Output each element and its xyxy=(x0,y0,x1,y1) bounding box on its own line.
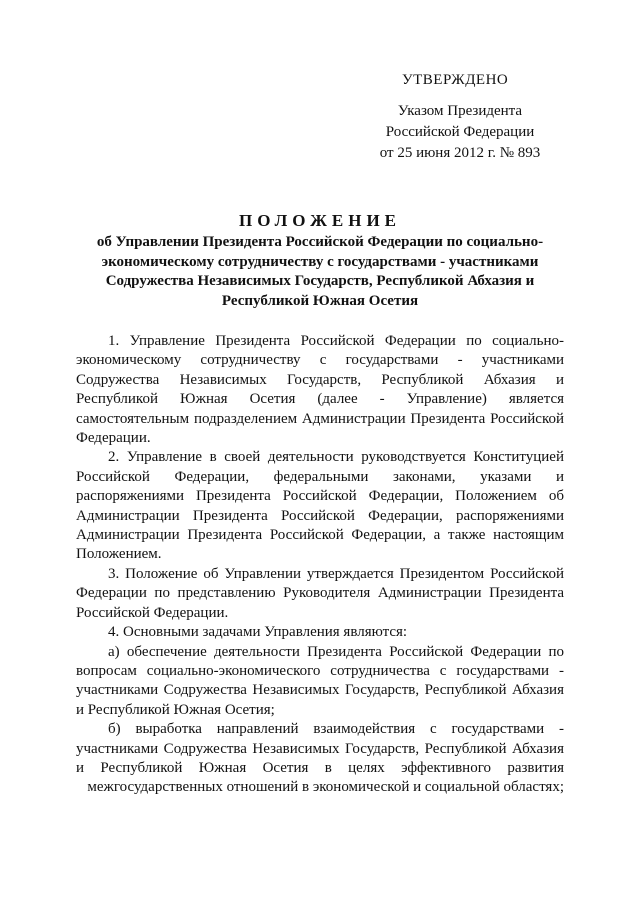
approved-label: УТВЕРЖДЕНО xyxy=(402,72,509,88)
document-title-block xyxy=(76,210,564,311)
paragraph-1: 1. Управление Президента Российской Федерации по социально-экономическому сотрудничеству с государствами - участниками Содружества Независимых Государств, Республикой Абхазия и Республикой Южная Осетия (далее - Управление) является самостоятельным подразделением Администрации Президента Российской Федерации. xyxy=(76,333,564,447)
paragraph-2: 2. Управление в своей деятельности руководствуется Конституцией Российской Федерации, федеральными законами, указами и распоряжениями Президента Российской Федерации, Положением об Администрации Президента Российской Федерации, распоряжениями Администрации Президента Российской Федерации, а также настоящим Положением. xyxy=(76,449,564,563)
decree-line-1: Указом Президента xyxy=(397,103,523,119)
decree-line-3: от 25 июня 2012 г. № 893 xyxy=(379,145,541,161)
approval-stamp xyxy=(360,70,560,164)
paragraph-4b: б) выработка направлений взаимодействия с государствами - участниками Содружества Независимых Государств, Республикой Абхазия и Республикой Южная Осетия в целях эффективного развития межгосударственных отношений в экономической и социальной областях; xyxy=(76,721,564,796)
document-body xyxy=(76,332,564,798)
paragraph-4: 4. Основными задачами Управления являются: xyxy=(108,624,408,641)
decree-line-2: Российской Федерации xyxy=(385,124,535,140)
decree-reference xyxy=(360,101,560,164)
document-subtitle: об Управлении Президента Российской Федерации по социально-экономическому сотрудничеству с государствами - участниками Содружества Независимых Государств, Республикой Абхазия и Республикой Южная Осетия xyxy=(96,234,544,309)
document-title: ПОЛОЖЕНИЕ xyxy=(239,211,401,230)
paragraph-3: 3. Положение об Управлении утверждается Президентом Российской Федерации по представлению Руководителя Администрации Президента Российской Федерации. xyxy=(76,565,564,621)
paragraph-4a: а) обеспечение деятельности Президента Российской Федерации по вопросам социально-экономического сотрудничества с государствами - участниками Содружества Независимых Государств, Республикой Абхазия и Республикой Южная Осетия; xyxy=(76,643,564,718)
